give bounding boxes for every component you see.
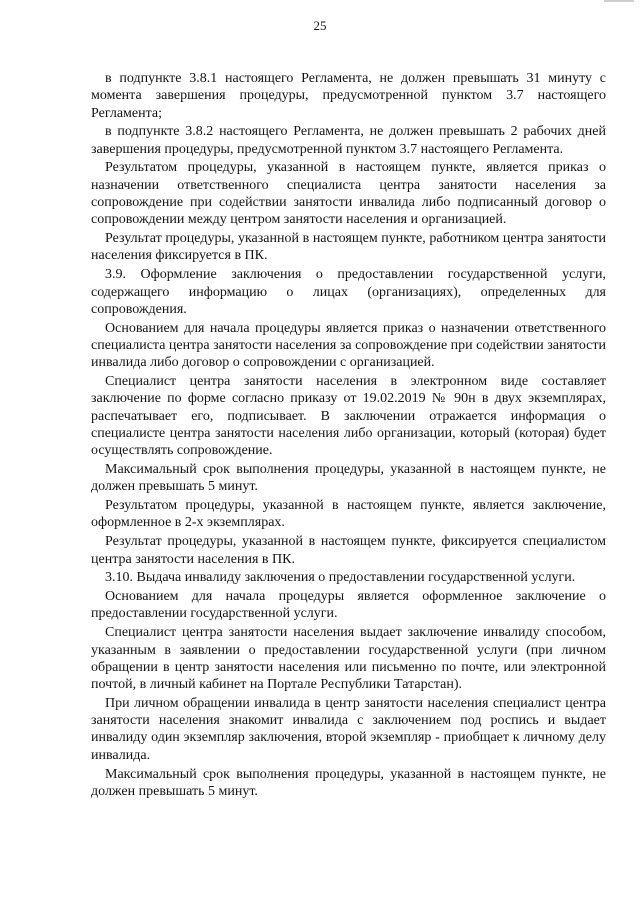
paragraph-result-recorded: Результат процедуры, указанной в настоящем пункте, работником центра занятости населения фиксируется в ПК.: [91, 231, 606, 264]
section-heading-3-10: 3.10. Выдача инвалиду заключения о предоставлении государственной услуги.: [105, 570, 576, 586]
paragraph-result-conclusion: Результатом процедуры, указанной в настоящем пункте, является заключение, оформленное в 2-х экземплярах.: [91, 498, 606, 531]
paragraph-result-order: Результатом процедуры, указанной в настоящем пункте, является приказ о назначении ответственного специалиста центра занятости населения за сопровождение при содействии занятости инвалида либо подписанный договор о сопровождении между центром занятости населения и организацией.: [91, 160, 606, 228]
section-heading-3-9: 3.9. Оформление заключения о предоставлении государственной услуги, содержащего информацию о лицах (организациях), определенных для сопровождения.: [91, 267, 606, 317]
paragraph-3-8-1-deadline: в подпункте 3.8.1 настоящего Регламента, не должен превышать 31 минуту с момента завершения процедуры, предусмотренной пунктом 3.7 настоящего Регламента;: [91, 71, 606, 121]
page-number: 25: [313, 18, 327, 33]
paragraph-personal-visit: При личном обращении инвалида в центр занятости населения специалист центра занятости населения знакомит инвалида с заключением под роспись и выдает инвалиду один экземпляр заключения, второй экземпляр - приобщает к личному делу инвалида.: [91, 695, 606, 763]
corner-scan-mark: [604, 0, 634, 2]
document-body: [91, 70, 606, 802]
paragraph-basis-3-10: Основанием для начала процедуры является оформленное заключение о предоставлении государственной услуги.: [91, 589, 606, 622]
paragraph-issue-method: Специалист центра занятости населения выдает заключение инвалиду способом, указанным в заявлении о предоставлении государственной услуги (при личном обращении в центр занятости населения или письменно по почте, или электронной почтой, в личный кабинет на Портале Республики Татарстан).: [91, 625, 606, 693]
paragraph-max-time-3-10: Максимальный срок выполнения процедуры, указанной в настоящем пункте, не должен превышать 5 минут.: [91, 766, 606, 799]
paragraph-max-time-3-9: Максимальный срок выполнения процедуры, указанной в настоящем пункте, не должен превышать 5 минут.: [91, 462, 606, 495]
paragraph-result-recorded-3-9: Результат процедуры, указанной в настоящем пункте, фиксируется специалистом центра занятости населения в ПК.: [91, 534, 606, 567]
paragraph-3-8-2-deadline: в подпункте 3.8.2 настоящего Регламента, не должен превышать 2 рабочих дней завершения процедуры, предусмотренной пунктом 3.7 настоящего Регламента.: [91, 124, 606, 157]
paragraph-specialist-drafts-conclusion: Специалист центра занятости населения в электронном виде составляет заключение по форме согласно приказу от 19.02.2019 № 90н в двух экземплярах, распечатывает его, подписывает. В заключении отражается информация о специалисте центра занятости населения либо организации, который (которая) будет осуществлять сопровождение.: [91, 374, 606, 459]
paragraph-basis-3-9: Основанием для начала процедуры является приказ о назначении ответственного специалиста центра занятости населения за сопровождение при содействии занятости инвалида либо договор о сопровождении с организацией.: [91, 320, 607, 371]
